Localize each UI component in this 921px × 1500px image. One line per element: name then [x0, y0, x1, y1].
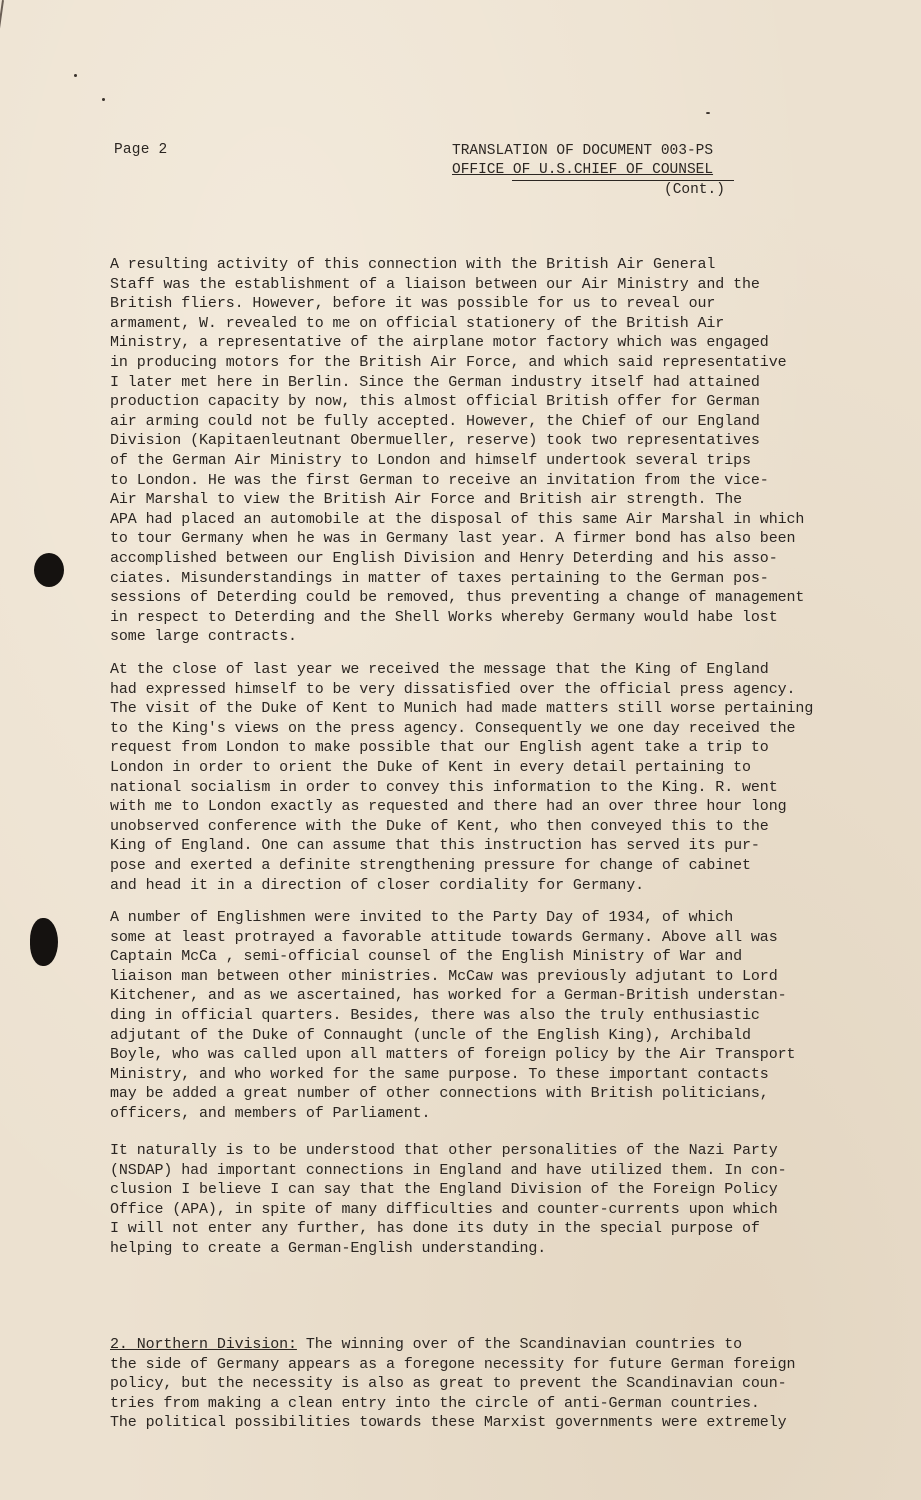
page-corner-mark: [0, 0, 4, 70]
text-line: of the German Air Ministry to London and himself undertook several trips: [110, 451, 751, 469]
text-line: APA had placed an automobile at the disposal of this same Air Marshal in which: [110, 510, 805, 528]
paragraph-duke-of-kent: [110, 660, 880, 895]
text-line: The political possibilities towards these Marxist governments were extremely: [110, 1414, 787, 1432]
text-line: Staff was the establishment of a liaison between our Air Ministry and the: [110, 275, 760, 293]
text-line: London in order to orient the Duke of Kent in every detail pertaining to: [110, 758, 751, 776]
text-line: Ministry, and who worked for the same purpose. To these important contacts: [110, 1065, 769, 1083]
text-line: production capacity by now, this almost official British offer for German: [110, 393, 760, 411]
text-line: Ministry, a representative of the airplane motor factory which was engaged: [110, 334, 769, 352]
text-line: may be added a great number of other connections with British politicians,: [110, 1085, 769, 1103]
text-line: air arming could not be fully accepted. However, the Chief of our England: [110, 412, 760, 430]
text-line: to tour Germany when he was in Germany last year. A firmer bond has also been: [110, 530, 796, 548]
text-line: It naturally is to be understood that other personalities of the Nazi Party: [110, 1142, 778, 1159]
text-line: sessions of Deterding could be removed, thus preventing a change of management: [110, 589, 805, 607]
text-line: to the King's views on the press agency. Consequently we one day received the: [110, 719, 796, 737]
text-line: A number of Englishmen were invited to the Party Day of 1934, of which: [110, 909, 734, 926]
text-line: Boyle, who was called upon all matters of foreign policy by the Air Transport: [110, 1046, 796, 1064]
text-line: national socialism in order to convey this information to the King. R. went: [110, 778, 778, 796]
text-line: King of England. One can assume that this instruction has served its pur-: [110, 837, 760, 855]
text-line: ciates. Misunderstandings in matter of taxes pertaining to the German pos-: [110, 569, 769, 587]
text-line: (NSDAP) had important connections in England and have utilized them. In con-: [110, 1161, 787, 1179]
text-line: British fliers. However, before it was possible for us to reveal our: [110, 295, 716, 313]
text-line: At the close of last year we received the message that the King of England: [110, 661, 769, 678]
text-line: helping to create a German-English understanding.: [110, 1239, 547, 1257]
text-line: pose and exerted a definite strengthening pressure for change of cabinet: [110, 856, 751, 874]
text-line: ding in official quarters. Besides, there was also the truly enthusiastic: [110, 1006, 760, 1024]
document-header: [452, 142, 734, 200]
text-line: adjutant of the Duke of Connaught (uncle of the English King), Archibald: [110, 1026, 751, 1044]
text-line: The visit of the Duke of Kent to Munich had made matters still worse pertaining: [110, 700, 814, 718]
text-line: policy, but the necessity is also as great to prevent the Scandinavian coun-: [110, 1375, 787, 1393]
text-line: officers, and members of Parliament.: [110, 1104, 431, 1122]
text-line: Captain McCa , semi-official counsel of the English Ministry of War and: [110, 948, 743, 966]
text-line: accomplished between our English Division and Henry Deterding and his asso-: [110, 549, 778, 567]
paragraph-british-air-liaison: [110, 255, 880, 647]
paragraph-party-day-1934: [110, 908, 880, 1124]
text-fragment: The winning over of the Scandinavian countries to: [296, 1336, 743, 1353]
text-line: armament, W. revealed to me on official stationery of the British Air: [110, 314, 725, 332]
text-line: some at least protrayed a favorable attitude towards Germany. Above all was: [110, 928, 778, 946]
header-title-line2: OFFICE OF U.S.CHIEF OF COUNSEL: [452, 162, 714, 178]
punch-hole: [30, 918, 58, 966]
text-line: Kitchener, and as we ascertained, has worked for a German-British understan-: [110, 987, 787, 1005]
punch-hole: [34, 553, 64, 587]
text-line: had expressed himself to be very dissatisfied over the official press agency.: [110, 680, 796, 698]
header-continued: (Cont.): [512, 180, 734, 200]
text-line: the side of Germany appears as a foregone necessity for future German foreign: [110, 1355, 796, 1373]
text-line: some large contracts.: [110, 628, 297, 646]
text-line: [110, 1335, 880, 1355]
text-line: request from London to make possible that our English agent take a trip to: [110, 739, 769, 757]
text-line: Division (Kapitaenleutnant Obermueller, reserve) took two representatives: [110, 432, 760, 450]
text-line: I later met here in Berlin. Since the German industry itself had attained: [110, 373, 760, 391]
paper-speck: [706, 112, 710, 114]
text-line: unobserved conference with the Duke of Kent, who then conveyed this to the: [110, 817, 769, 835]
paper-speck: [74, 74, 77, 77]
text-line: I will not enter any further, has done its duty in the special purpose of: [110, 1220, 760, 1238]
page-number: Page 2: [114, 142, 168, 158]
text-line: A resulting activity of this connection with the British Air General: [110, 256, 716, 273]
text-line: tries from making a clean entry into the circle of anti-German countries.: [110, 1394, 760, 1412]
text-line: to London. He was the first German to receive an invitation from the vice-: [110, 471, 769, 489]
text-line: with me to London exactly as requested and there had an over three hour long: [110, 798, 787, 816]
text-line: Office (APA), in spite of many difficulties and counter-currents upon which: [110, 1200, 778, 1218]
text-line: clusion I believe I can say that the England Division of the Foreign Policy: [110, 1181, 778, 1199]
text-line: and head it in a direction of closer cordiality for Germany.: [110, 876, 645, 894]
paper-speck: [102, 98, 105, 101]
paragraph-conclusion: [110, 1141, 880, 1259]
text-line: in respect to Deterding and the Shell Works whereby Germany would habe lost: [110, 608, 778, 626]
section-northern-division: [110, 1335, 880, 1433]
text-line: in producing motors for the British Air Force, and which said representative: [110, 353, 787, 371]
header-title-line1: TRANSLATION OF DOCUMENT 003-PS: [452, 143, 714, 159]
text-line: Air Marshal to view the British Air Force and British air strength. The: [110, 491, 743, 509]
text-line: liaison man between other ministries. McCaw was previously adjutant to Lord: [110, 967, 778, 985]
section-heading: 2. Northern Division:: [110, 1336, 297, 1353]
